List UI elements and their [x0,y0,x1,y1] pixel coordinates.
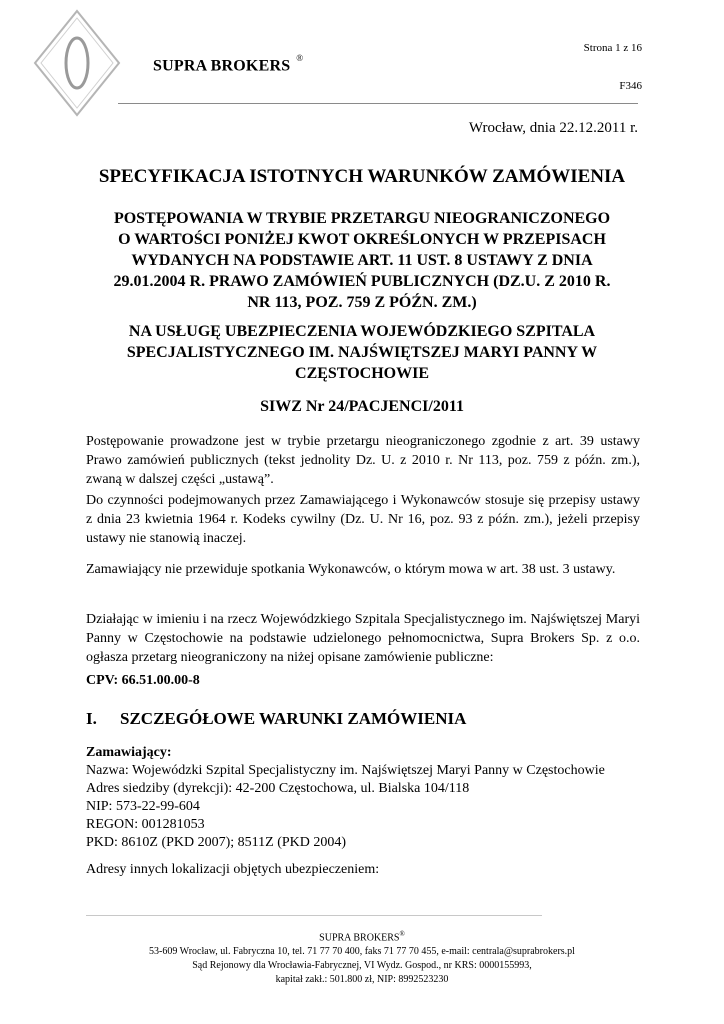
section-number: I. [86,709,97,728]
client-line: REGON: 001281053 [86,817,205,832]
section-title: SZCZEGÓŁOWE WARUNKI ZAMÓWIENIA [120,709,467,728]
service-line: SPECJALISTYCZNEGO IM. NAJŚWIĘTSZEJ MARYI PANNY W [126,344,598,361]
form-id: F346 [619,80,642,92]
page-number: Strona 1 z 16 [583,42,642,54]
footer [70,927,654,987]
company-logo [32,8,122,118]
paragraph: Zamawiający nie przewiduje spotkania Wykonawców, o którym mowa w art. 38 ust. 3 ustawy. [86,562,616,577]
section-heading [86,709,466,729]
footer-company: SUPRA BROKERS® [319,930,405,944]
other-locations: Adresy innych lokalizacji objętych ubezpieczeniem: [86,862,380,877]
date-line: Wrocław, dnia 22.12.2011 r. [468,120,638,136]
client-block [86,744,605,852]
footer-registered-mark: ® [399,930,405,938]
subtitle-line: 29.01.2004 R. PRAWO ZAMÓWIEŃ PUBLICZNYCH (DZ.U. Z 2010 R. [113,273,611,290]
paragraph: Do czynności podejmowanych przez Zamawiającego i Wykonawców stosuje się przepisy ustawy z dnia 23 kwietnia 1964 r. Kodeks cywilny (Dz. U. Nr 16, poz. 93 z późn. zm.), jeżeli przepisy ustawy nie stanowią inaczej. [86,493,640,546]
client-label: Zamawiający: [86,745,172,760]
client-line: NIP: 573-22-99-604 [86,799,200,814]
paragraph: Działając w imieniu i na rzecz Wojewódzkiego Szpitala Specjalistycznego im. Najświętszej Maryi Panny w Częstochowie na podstawie udzielonego pełnomocnictwa, Supra Brokers Sp. z o.o. ogłasza przetarg nieograniczony na niżej opisane zamówienie publiczne: [86,612,640,665]
subtitle-line: POSTĘPOWANIA W TRYBIE PRZETARGU NIEOGRANICZONEGO [113,210,611,227]
footer-divider [86,915,542,916]
subtitle [82,208,642,313]
client-line: PKD: 8610Z (PKD 2007); 8511Z (PKD 2004) [86,835,347,850]
client-line: Nazwa: Wojewódzki Szpital Specjalistyczny im. Najświętszej Maryi Panny w Częstochowie [86,763,605,778]
document-title: SPECYFIKACJA ISTOTNYCH WARUNKÓW ZAMÓWIENIA [98,166,626,187]
header-divider [118,103,638,104]
cpv-code: CPV: 66.51.00.00-8 [86,673,200,688]
service-line: NA USŁUGĘ UBEZPIECZENIA WOJEWÓDZKIEGO SZPITALA [128,323,596,340]
service-title [82,321,642,384]
service-line: CZĘSTOCHOWIE [295,365,429,382]
diamond-logo-icon [32,8,122,118]
subtitle-line: WYDANYCH NA PODSTAWIE ART. 11 UST. 8 USTAWY Z DNIA [131,252,593,269]
registered-mark: ® [296,53,304,63]
footer-capital: kapitał zakł.: 501.800 zł, NIP: 8992523230 [275,974,449,986]
client-line: Adres siedziby (dyrekcji): 42-200 Częstochowa, ul. Bialska 104/118 [86,781,470,796]
subtitle-line: NR 113, POZ. 759 Z PÓŹN. ZM.) [247,294,477,311]
siwz-number: SIWZ Nr 24/PACJENCI/2011 [260,398,464,415]
footer-address: 53-609 Wrocław, ul. Fabryczna 10, tel. 71 77 70 400, faks 71 77 70 455, e-mail: centrala@suprabrokers.pl [149,946,575,958]
paragraph: Postępowanie prowadzone jest w trybie przetargu nieograniczonego zgodnie z art. 39 ustawy Prawo zamówień publicznych (tekst jednolity Dz. U. z 2010 r. Nr 113, poz. 759 z późn. zm.), zwaną w dalszej części „ustawą”. [86,434,640,487]
company-name: SUPRA BROKERS ® [153,53,304,75]
footer-court: Sąd Rejonowy dla Wrocławia-Fabrycznej, VI Wydz. Gospod., nr KRS: 0000155993, [192,960,532,972]
subtitle-line: O WARTOŚCI PONIŻEJ KWOT OKREŚLONYCH W PRZEPISACH [118,231,606,248]
